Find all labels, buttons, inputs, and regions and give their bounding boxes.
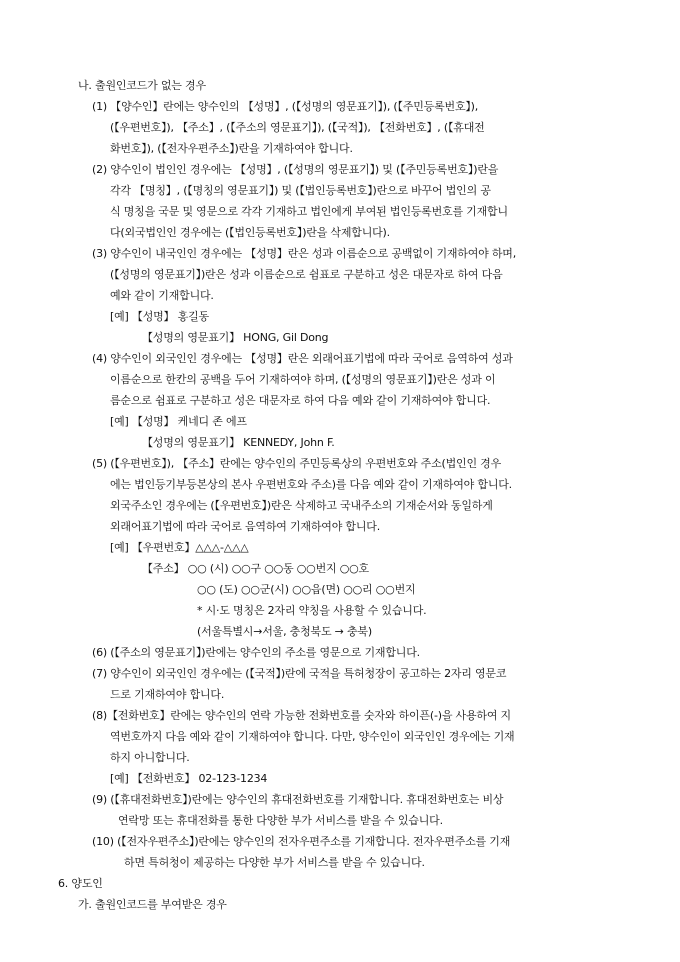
example-4-line-1: [예] 【성명】 케네디 존 에프 <box>110 415 247 428</box>
item-5-line-3: 외국주소인 경우에는 (【우편번호】)란은 삭제하고 국내주소의 기재순서와 동일하게 <box>110 499 493 512</box>
item-3-line-3: 예와 같이 기재합니다. <box>110 289 214 302</box>
item-2-line-4: 다(외국법인인 경우에는 (【법인등록번호】)란을 삭제합니다). <box>110 226 390 239</box>
item-8-line-3: 하지 아니합니다. <box>110 751 190 764</box>
item-3-line-1: (3) 양수인이 내국인인 경우에는 【성명】란은 성과 이름순으로 공백없이 기재하여야 하며, <box>92 247 517 260</box>
example-5-line-2: 【주소】 ○○ (시) ○○구 ○○동 ○○번지 ○○호 <box>142 562 369 575</box>
example-5-line-5: (서울특별시→서울, 충청북도 → 충북) <box>197 625 372 638</box>
item-4-line-3: 름순으로 쉼표로 구분하고 성은 대문자로 하여 다음 예와 같이 기재하여야 합니다. <box>110 394 491 407</box>
example-3-line-2: 【성명의 영문표기】 HONG, Gil Dong <box>142 331 329 344</box>
example-5-line-4: * 시·도 명칭은 2자리 약칭을 사용할 수 있습니다. <box>197 604 427 617</box>
section-heading-na: 나. 출원인코드가 없는 경우 <box>78 79 206 92</box>
item-7-line-1: (7) 양수인이 외국인인 경우에는 (【국적】)란에 국적을 특허청장이 공고하는 2자리 영문코 <box>92 667 507 680</box>
item-4-line-2: 이름순으로 한칸의 공백을 두어 기재하여야 하며, (【성명의 영문표기】)란은 성과 이 <box>110 373 496 386</box>
example-3-line-1: [예] 【성명】 홍길동 <box>110 310 209 323</box>
item-9-line-2: 연락망 또는 휴대전화를 통한 다양한 부가 서비스를 받을 수 있습니다. <box>118 814 443 827</box>
item-5-line-4: 외래어표기법에 따라 국어로 음역하여 기재하여야 합니다. <box>110 520 381 533</box>
item-2-line-3: 식 명칭을 국문 및 영문으로 각각 기재하고 법인에게 부여된 법인등록번호를 기재합니 <box>110 205 508 218</box>
example-5-line-3: ○○ (도) ○○군(시) ○○읍(면) ○○리 ○○번지 <box>197 583 416 596</box>
item-2-line-1: (2) 양수인이 법인인 경우에는 【성명】, (【성명의 영문표기】) 및 (【주민등록번호】)란을 <box>92 163 499 176</box>
item-7-line-2: 드로 기재하여야 합니다. <box>110 688 225 701</box>
item-6-line-1: (6) (【주소의 영문표기】)란에는 양수인의 주소를 영문으로 기재합니다. <box>92 646 420 659</box>
example-5-line-1: [예] 【우편번호】△△△-△△△ <box>110 541 249 554</box>
item-5-line-2: 에는 법인등기부등본상의 본사 우편번호와 주소)를 다음 예와 같이 기재하여야 합니다. <box>110 478 512 491</box>
item-3-line-2: (【성명의 영문표기】)란은 성과 이름순으로 쉼표로 구분하고 성은 대문자로 하여 다음 <box>110 268 503 281</box>
item-5-line-1: (5) (【우편번호】), 【주소】란에는 양수인의 주민등록상의 우편번호와 주소(법인인 경우 <box>92 457 502 470</box>
item-8-line-2: 역번호까지 다음 예와 같이 기재하여야 합니다. 다만, 양수인이 외국인인 경우에는 기재 <box>110 730 515 743</box>
example-8-line-1: [예] 【전화번호】 02-123-1234 <box>110 772 268 785</box>
item-1-line-3: 화번호】), (【전자우편주소】)란을 기재하여야 합니다. <box>110 142 353 155</box>
example-4-line-2: 【성명의 영문표기】 KENNEDY, John F. <box>142 436 335 449</box>
item-9-line-1: (9) (【휴대전화번호】)란에는 양수인의 휴대전화번호를 기재합니다. 휴대전화번호는 비상 <box>92 793 504 806</box>
item-10-line-1: (10) (【전자우편주소】)란에는 양수인의 전자우편주소를 기재합니다. 전자우편주소를 기재 <box>92 835 511 848</box>
item-1-line-1: (1) 【양수인】란에는 양수인의 【성명】, (【성명의 영문표기】), (【주민등록번호】), <box>92 100 479 113</box>
section-heading-ga: 가. 출원인코드를 부여받은 경우 <box>78 898 227 911</box>
item-1-line-2: (【우편번호】), 【주소】, (【주소의 영문표기】), (【국적】), 【전화번호】, (【휴대전 <box>110 121 485 134</box>
item-10-line-2: 하면 특허청이 제공하는 다양한 부가 서비스를 받을 수 있습니다. <box>124 856 425 869</box>
section-heading-6: 6. 양도인 <box>58 877 103 890</box>
item-4-line-1: (4) 양수인이 외국인인 경우에는 【성명】란은 외래어표기법에 따라 국어로 음역하여 성과 <box>92 352 513 365</box>
item-8-line-1: (8)【전화번호】란에는 양수인의 연락 가능한 전화번호를 숫자와 하이픈(-)을 사용하여 지 <box>92 709 511 722</box>
item-2-line-2: 각각 【명칭】, (【명칭의 영문표기】) 및 (【법인등록번호】)란으로 바꾸어 법인의 공 <box>110 184 491 197</box>
